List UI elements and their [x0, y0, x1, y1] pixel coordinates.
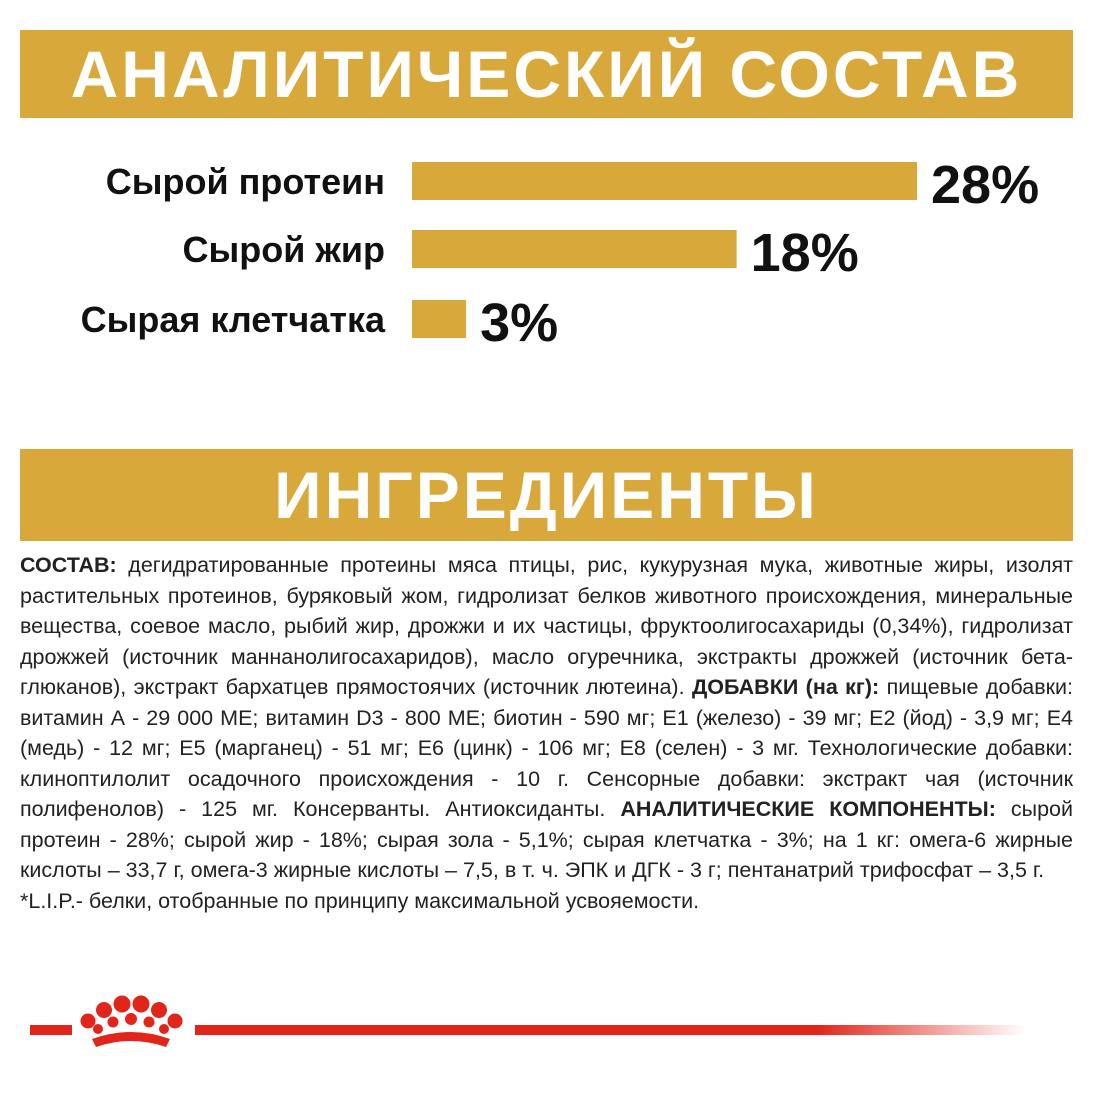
- composition-label: СОСТАВ:: [20, 553, 117, 577]
- additives-label: ДОБАВКИ (на кг):: [691, 675, 880, 699]
- bar-category-label: Сырой протеин: [105, 161, 385, 202]
- components-label: АНАЛИТИЧЕСКИЕ КОМПОНЕНТЫ:: [620, 797, 996, 821]
- bar: [412, 162, 917, 200]
- footer-brand-strip: [0, 995, 1093, 1065]
- footnote: *L.I.P.- белки, отобранные по принципу максимальной усвояемости.: [20, 888, 700, 913]
- bar-value-label: 28%: [931, 155, 1040, 215]
- bar: [412, 300, 466, 338]
- bar-value-label: 3%: [480, 293, 559, 353]
- bar-value-label: 18%: [750, 223, 859, 283]
- additives-text: пищевые добавки: витамин А - 29 000 МЕ; витамин D3 - 800 МЕ; биотин - 590 мг; Е1 (железо) - 39 мг; Е2 (йод) - 3,9 мг; Е4 (медь) - 12 мг; Е5 (марганец) - 51 мг; Е6 (цинк) - 106 мг; Е8 (селен) - 3 мг. Технологические добавки: клиноптилолит осадочного происхождения - 10 г. Сенсорные добавки: экстракт чая (источник полифенолов) - 125 мг. Консерванты. Антиоксиданты.: [20, 675, 1073, 821]
- bar-category-label: Сырой жир: [182, 229, 385, 270]
- bar: [412, 230, 737, 268]
- footer-red-line-left: [30, 1025, 72, 1035]
- analysis-bar-chart: [0, 130, 1093, 360]
- bar-category-label: Сырая клетчатка: [80, 299, 385, 340]
- composition-text: дегидратированные протеины мяса птицы, рис, кукурузная мука, животные жиры, изолят растительных протеинов, буряковый жом, гидролизат белков животного происхождения, минеральные вещества, соевое масло, рыбий жир, дрожжи и их частицы, фруктоолигосахариды (0,34%), гидролизат дрожжей (источник маннанолигосахаридов), масло огуречника, экстракты дрожжей (источник бета-глюканов), экстракт бархатцев прямостоячих (источник лютеина).: [20, 553, 1073, 699]
- crown-logo-icon: [81, 996, 183, 1048]
- footer-red-line-right: [195, 1025, 1025, 1035]
- ingredients-text-block: [20, 550, 1073, 916]
- analysis-title-banner: АНАЛИТИЧЕСКИЙ СОСТАВ: [20, 30, 1073, 118]
- ingredients-title-banner: ИНГРЕДИЕНТЫ: [20, 449, 1073, 541]
- components-text: сырой протеин - 28%; сырой жир - 18%; сырая зола - 5,1%; сырая клетчатка - 3%; на 1 кг: омега-6 жирные кислоты – 33,7 г, омега-3 жирные кислоты – 7,5, в т. ч. ЭПК и ДГК - 3 г; пентанатрий трифосфат – 3,5 г.: [20, 797, 1073, 882]
